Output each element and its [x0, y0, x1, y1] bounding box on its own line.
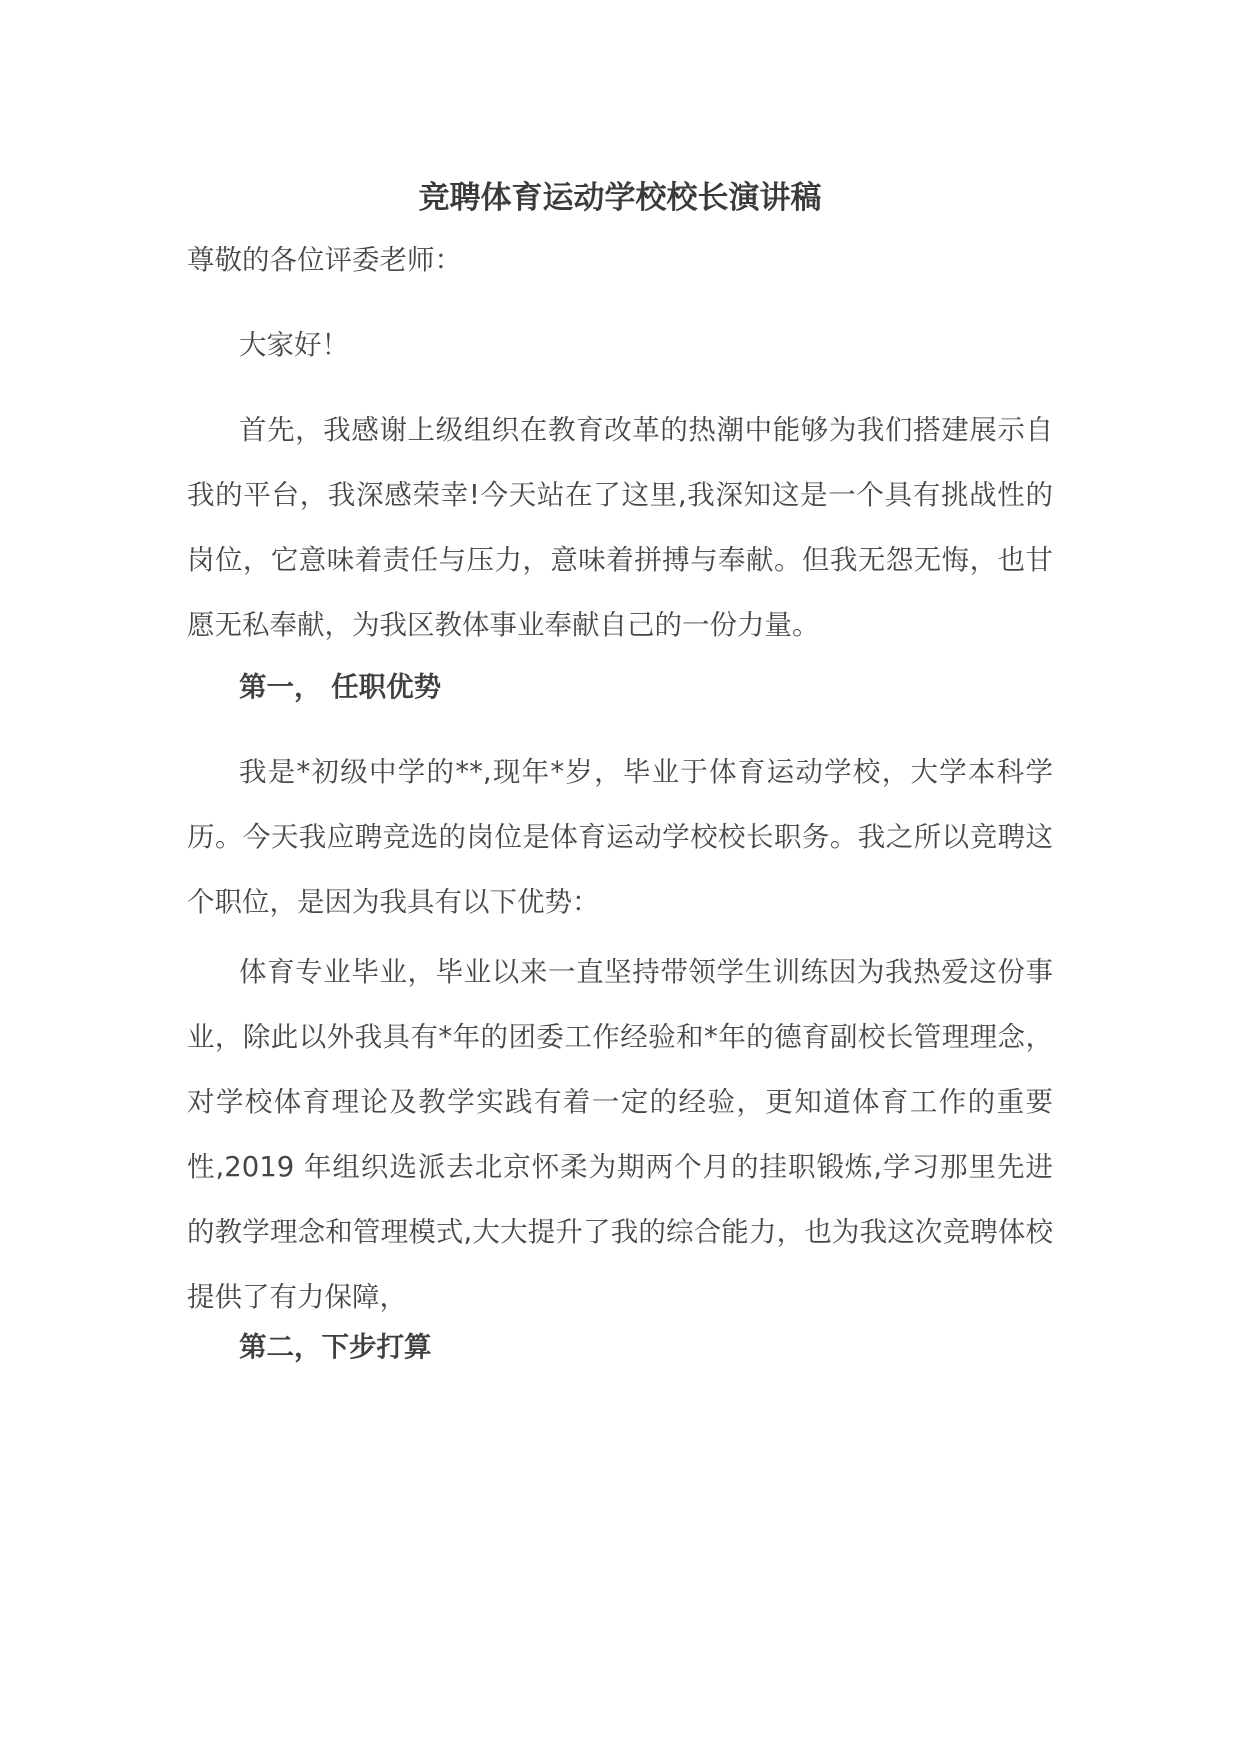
- section-heading-1: 第一， 任职优势: [239, 671, 442, 703]
- section1-paragraph-1: 我是*初级中学的**,现年*岁，毕业于体育运动学校，大学本科学历。今天我应聘竞选的岗位是体育运动学校校长职务。我之所以竞聘这个职位，是因为我具有以下优势：: [187, 756, 1053, 918]
- intro-paragraph: 首先，我感谢上级组织在教育改革的热潮中能够为我们搭建展示自我的平台，我深感荣幸!今天站在了这里,我深知这是一个具有挑战性的岗位，它意味着责任与压力，意味着拼搏与奉献。但我无怨无悔，也甘愿无私奉献，为我区教体事业奉献自己的一份力量。: [187, 414, 1053, 641]
- document-title: 竞聘体育运动学校校长演讲稿: [418, 180, 822, 216]
- salutation: 尊敬的各位评委老师：: [187, 244, 462, 276]
- section1-paragraph-2: 体育专业毕业，毕业以来一直坚持带领学生训练因为我热爱这份事业，除此以外我具有*年的团委工作经验和*年的德育副校长管理理念，对学校体育理论及教学实践有着一定的经验，更知道体育工作的重要性,2019 年组织选派去北京怀柔为期两个月的挂职锻炼,学习那里先进的教学理念和管理模式,大大提升了我的综合能力，也为我这次竞聘体校提供了有力保障，: [187, 956, 1053, 1313]
- greeting: 大家好！: [239, 329, 349, 361]
- section-heading-2: 第二，下步打算: [239, 1331, 432, 1363]
